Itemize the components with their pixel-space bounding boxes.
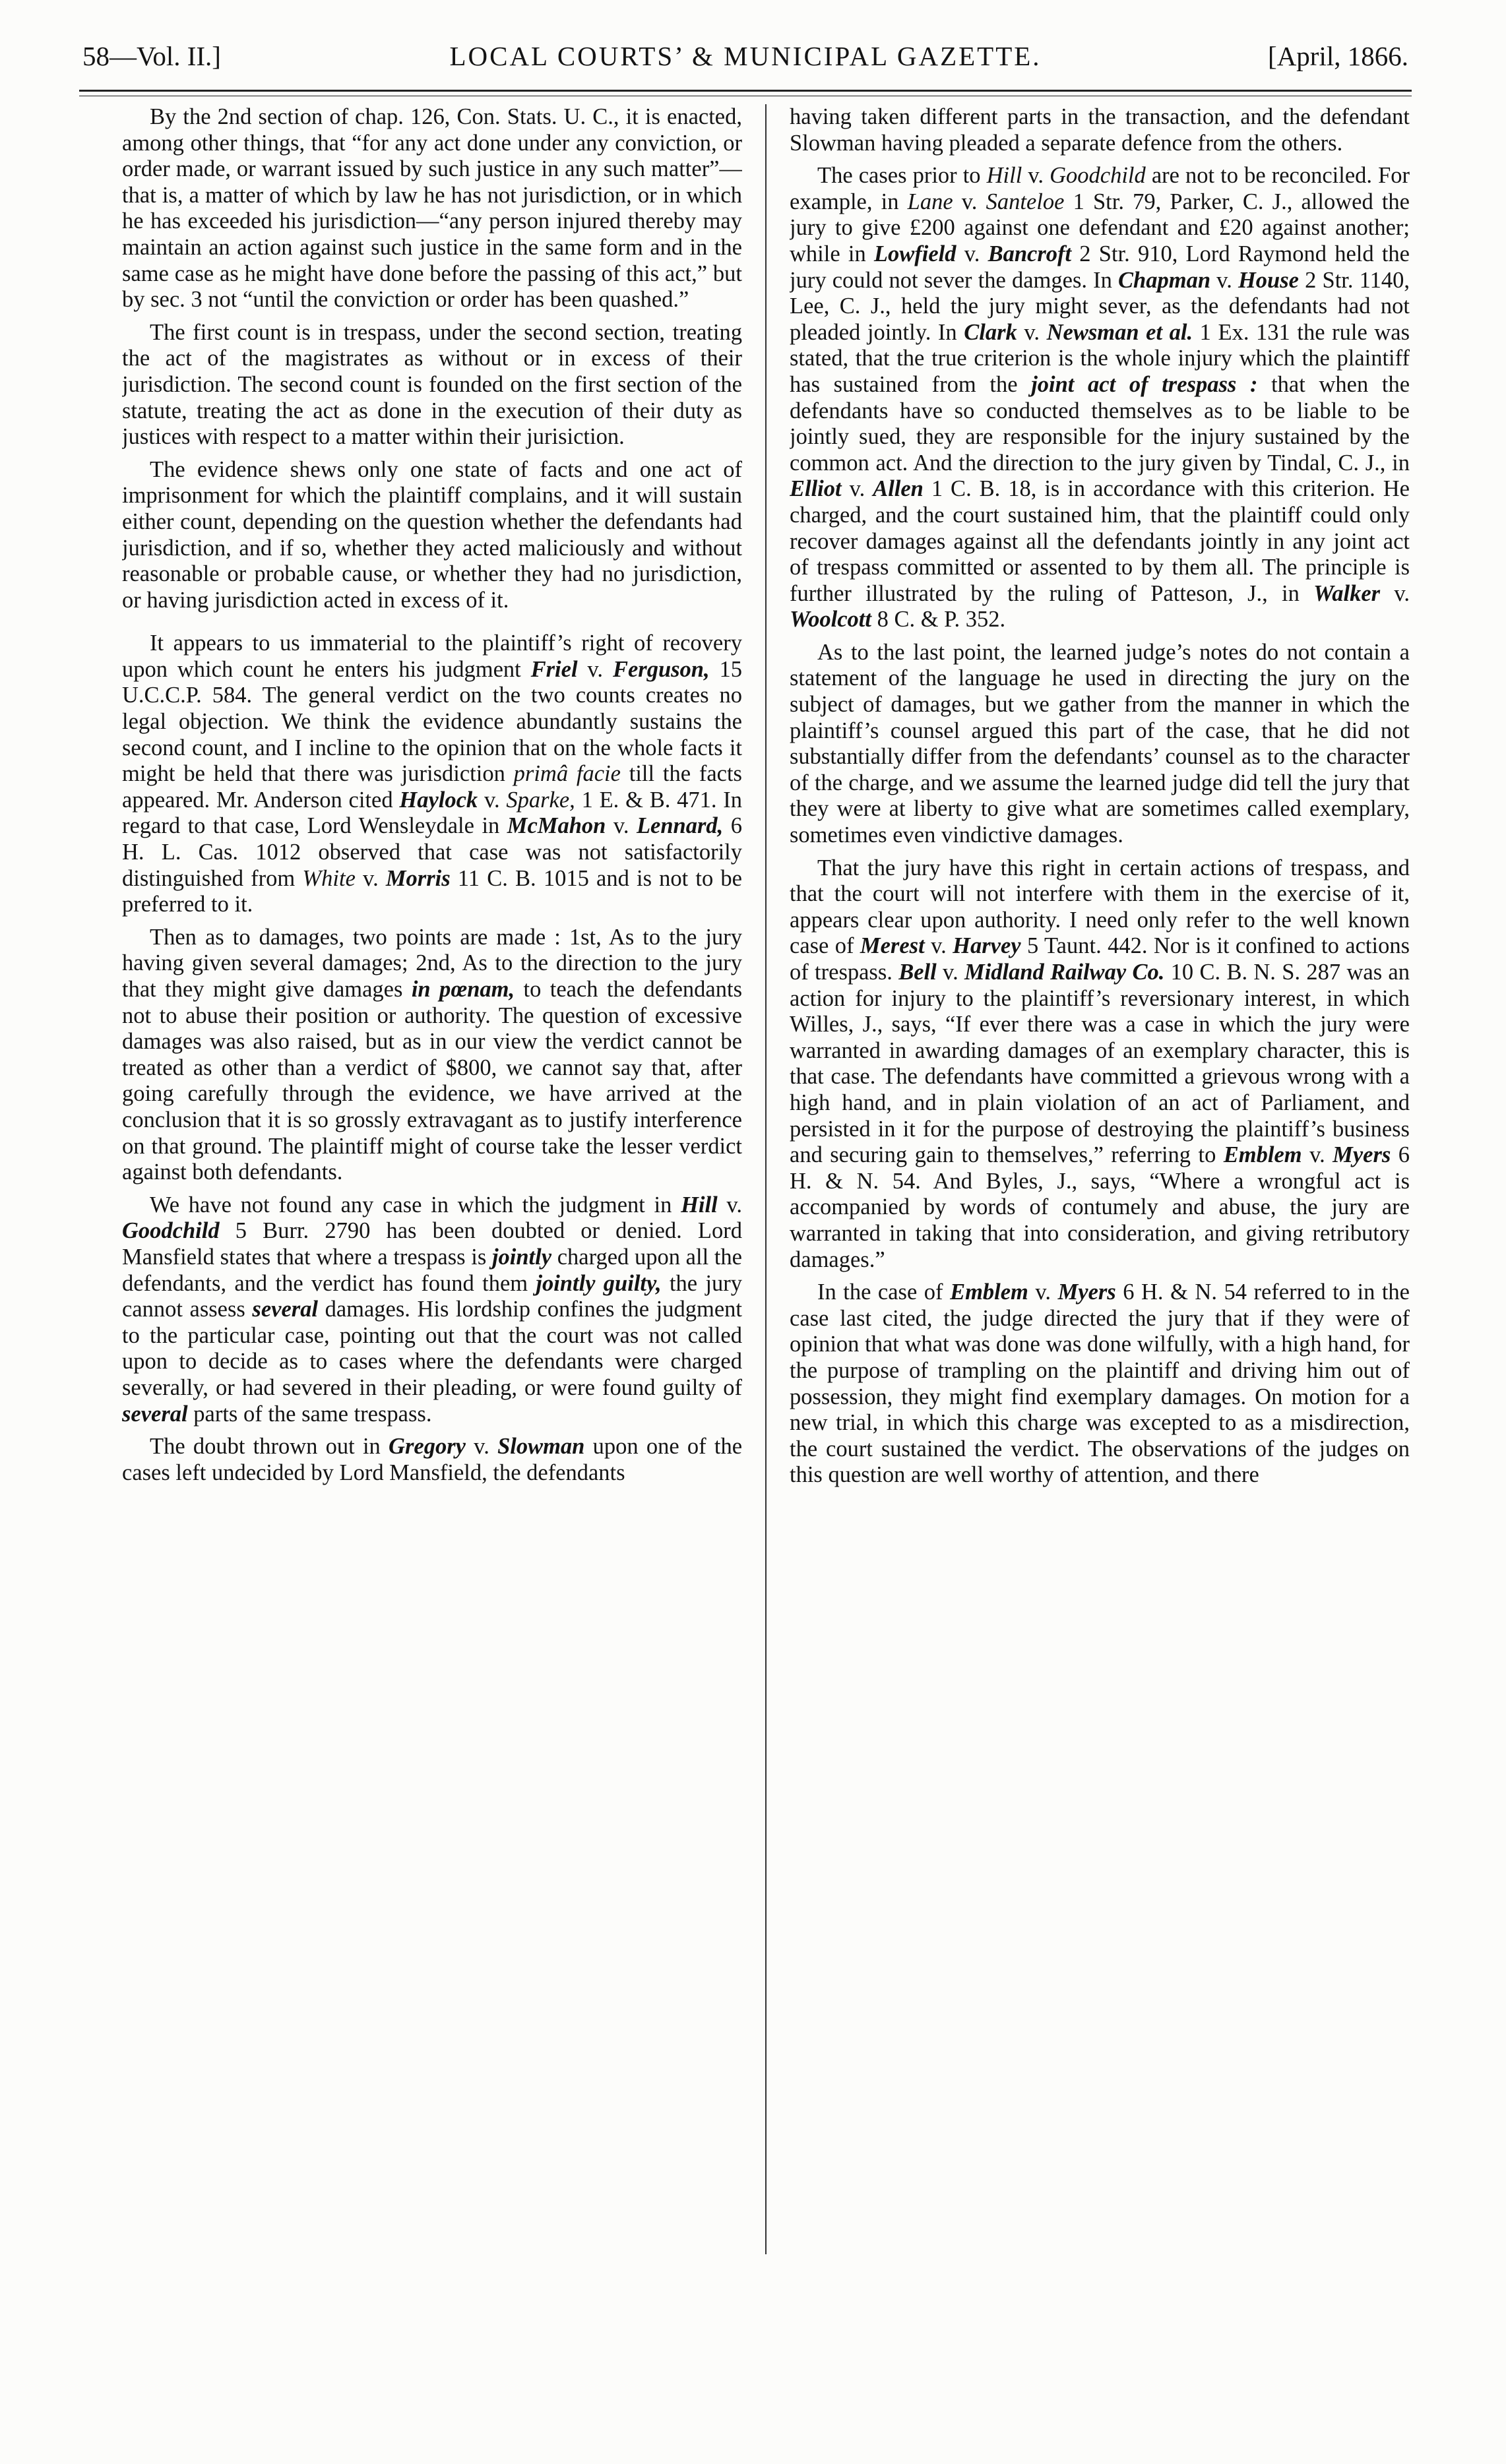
text-run: v.: [1022, 163, 1050, 189]
case-name: Gregory: [389, 1434, 466, 1460]
text-run: 2 Str. 910, Lord Raymond held the jury could not sever the damges. In: [790, 241, 1410, 293]
text-run: that when the defendants have so conducted themselves as to be liable to be jointly sued, they are responsible for the injury sustained by the common act. And the direction to the jury given by Tindal, C. J., in: [790, 371, 1410, 476]
text-run: The cases prior to: [817, 163, 987, 189]
case-name: several: [122, 1401, 188, 1427]
case-name: Haylock: [399, 787, 478, 813]
case-name: jointly guilty,: [536, 1270, 662, 1296]
case-name: Chapman: [1118, 267, 1211, 293]
text-run: v.: [478, 787, 507, 813]
case-name: Woolcott: [790, 607, 871, 632]
issue-date: [April, 1866.: [1268, 41, 1408, 71]
case-name: jointly: [491, 1244, 552, 1270]
case-name: Merest: [860, 933, 925, 959]
text-run: upon one of the cases left undecided by Lord Mansfield, the defendants: [122, 1434, 742, 1485]
text-run: It appears to us immaterial to the plaintiff’s right of recovery upon which count he enters his judgment: [122, 631, 742, 682]
text-run: v.: [1210, 267, 1238, 293]
column-divider: [765, 104, 767, 2254]
text-run: 2 Str. 1140, Lee, C. J., held the jury might sever, as the defendants had not pleaded jointly. In: [790, 267, 1410, 345]
paragraph: As to the last point, the learned judge’s notes do not contain a statement of the language he used in directing the jury on the subject of damages, but we gather from the manner in which the plaintiff’s counsel argued this part of the case, that he did not substantially differ from the defendants’ counsel as to the character of the charge, and we assume the learned judge did tell the jury that they were at liberty to give what are sometimes called exemplary, sometimes even vindictive damages.: [790, 639, 1410, 848]
case-name: Emblem: [950, 1279, 1028, 1305]
case-name: Walker: [1313, 580, 1381, 606]
text-run: v.: [841, 476, 873, 502]
text-run: 10 C. B. N. S. 287 was an action for injury to the plaintiff’s reversionary interest, in which Willes, J., says, “If ever there was a case in which the jury were warranted in awarding damages of an exemplary character, this is that case. The defendants have committed a grievous wrong with a high hand, and in plain violation of an act of Parliament, and persisted in it for the purpose of destroying the plaintiff’s business and securing gain to themselves,” referring to: [790, 960, 1410, 1168]
case-name: Newsman et al.: [1046, 319, 1193, 345]
left-text-column: [122, 104, 742, 2254]
case-name: Morris: [385, 865, 451, 891]
text-run: the jury cannot assess: [122, 1270, 742, 1322]
case-name: several: [252, 1297, 319, 1322]
text-run: 6 H. L. Cas. 1012 observed that case was not satisfactorily distinguished from: [122, 813, 742, 891]
case-name: Ferguson,: [612, 656, 710, 682]
case-name: joint act of trespass :: [1031, 371, 1258, 397]
case-name: Clark: [964, 319, 1017, 345]
paragraph: [790, 1279, 1410, 1489]
paragraph: [122, 925, 742, 1186]
case-name: Santeloe: [986, 189, 1065, 214]
paragraph: having taken different parts in the transaction, and the defendant Slowman having pleaded a separate defence from the others.: [790, 104, 1410, 156]
text-run: v.: [606, 813, 637, 839]
text-run: v.: [1028, 1279, 1058, 1305]
text-run: v.: [953, 189, 986, 214]
text-run: 1 C. B. 18, is in accordance with this criterion. He charged, and the court sustained him, that the plaintiff could only recover damages against all the defendants jointly in any joint act of trespass committed or assented to by them all. The principle is further illustrated by the ruling of Patteson, J., in: [790, 476, 1410, 606]
case-name: Goodchild: [122, 1218, 220, 1244]
case-name: Lowfield: [873, 241, 957, 266]
text-run: parts of the same trespass.: [187, 1401, 432, 1427]
text-run: to teach the defendants not to abuse their position or authority. The question of excessive damages was also raised, but as in our view the verdict cannot be treated as other than a verdict of $800, we cannot say that, after going carefully through the evidence, we have arrived at the conclusion that it is so grossly extravagant as to justify interference on that ground. The plaintiff might of course take the lesser verdict against both defendants.: [122, 977, 742, 1185]
right-text-column: [790, 104, 1410, 2254]
case-name: Myers: [1333, 1142, 1391, 1168]
text-run: 1 E. & B. 471. In regard to that case, Lord Wensleydale in: [122, 787, 742, 839]
paragraph: [122, 631, 742, 918]
case-name: in pœnam,: [411, 977, 515, 1002]
paragraph: The first count is in trespass, under the second section, treating the act of the magistrates as without or in excess of their jurisdiction. The second count is founded on the first section of the statute, treating the act as done in the execution of their duty as justices with respect to a matter within their jurisiction.: [122, 319, 742, 450]
text-run: 8 C. & P. 352.: [871, 607, 1006, 632]
text-run: till the facts appeared. Mr. Anderson cited: [122, 761, 742, 813]
case-name: Lennard,: [636, 813, 724, 839]
text-run: 11 C. B. 1015 and is not to be preferred to it.: [122, 865, 742, 917]
text-run: Then as to damages, two points are made : 1st, As to the jury having given several damages; 2nd, As to the direction to the jury that they might give damages: [122, 924, 742, 1002]
case-name: Hill: [986, 163, 1022, 189]
paragraph: [122, 1434, 742, 1486]
paragraph: [790, 163, 1410, 633]
text-run: v.: [1380, 580, 1410, 606]
paragraph: The evidence shews only one state of facts and one act of imprisonment for which the plaintiff complains, and it will sustain either count, depending on the question whether the defendants had jurisdiction, and if so, whether they acted maliciously and without reasonable or probable cause, or whether they had no jurisdiction, or having jurisdiction acted in excess of it.: [122, 456, 742, 613]
text-run: v.: [717, 1192, 742, 1217]
text-run: In the case of: [817, 1279, 951, 1305]
text-run: That the jury have this right in certain actions of trespass, and that the court will not interfere with them in the exercise of it, appears clear upon authority. I need only refer to the well known case of: [790, 855, 1410, 959]
volume-page-number: 58—Vol. II.]: [82, 41, 221, 71]
text-run: We have not found any case in which the judgment in: [150, 1192, 681, 1217]
text-run: 6 H. & N. 54. And Byles, J., says, “Where a wrongful act is accompanied by words of contumely and abuse, the jury are warranted in taking that into consideration, and giving retributory damages.”: [790, 1142, 1410, 1272]
case-name: Midland Railway Co.: [964, 960, 1165, 985]
case-name: Elliot: [790, 476, 842, 502]
text-run: v.: [465, 1434, 498, 1460]
text-run: 6 H. & N. 54 referred to in the case last cited, the judge directed the jury that if they were of opinion that what was done was done wilfully, with a high hand, for the purpose of trampling on the plaintiff and driving him out of possession, they might find exemplary damages. On motion for a new trial, in which this charge was excepted to as a misdirection, the court sustained the verdict. The observations of the judges on this question are well worthy of attention, and there: [790, 1279, 1410, 1488]
case-name: Sparke,: [506, 787, 575, 813]
case-name: Harvey: [953, 933, 1021, 959]
text-run: 15 U.C.C.P. 584. The general verdict on the two counts creates no legal objection. We think the evidence abundantly sustains the second count, and I incline to the opinion that on the whole facts it might be held that there was jurisdiction: [122, 656, 742, 787]
case-name: Allen: [873, 476, 924, 502]
publication-title: LOCAL COURTS’ & MUNICIPAL GAZETTE.: [449, 41, 1042, 71]
text-run: v.: [956, 241, 988, 266]
paragraph: [122, 1192, 742, 1427]
text-run: v.: [577, 656, 613, 682]
case-name: White: [302, 865, 356, 891]
text-run: 1 Ex. 131 the rule was stated, that the true criterion is the whole injury which the plaintiff has sustained from the: [790, 319, 1410, 397]
text-run: 1 Str. 79, Parker, C. J., allowed the jury to give £200 against one defendant and £20 against another; while in: [790, 189, 1410, 266]
case-name: House: [1238, 267, 1299, 293]
text-run: v.: [1017, 319, 1047, 345]
case-name: Goodchild: [1050, 163, 1146, 189]
text-run: damages. His lordship confines the judgment to the particular case, pointing out that the court was not called upon to decide as to cases where the defendants were charged severally, or had severed in their pleading, or were found guilty of: [122, 1297, 742, 1400]
running-header: [82, 33, 1408, 79]
case-name: Myers: [1057, 1279, 1116, 1305]
case-name: Bell: [898, 960, 937, 985]
paragraph: [790, 855, 1410, 1274]
case-name: Lane: [907, 189, 953, 214]
case-name: Slowman: [497, 1434, 585, 1460]
case-name: primâ facie: [513, 761, 621, 787]
case-name: Emblem: [1223, 1142, 1302, 1168]
text-run: 5 Burr. 2790 has been doubted or denied. Lord Mansfield states that where a trespass is: [122, 1218, 742, 1270]
case-name: Friel: [530, 656, 578, 682]
case-name: Bancroft: [988, 241, 1072, 266]
text-run: v.: [355, 865, 386, 891]
text-run: 5 Taunt. 442. Nor is it confined to actions of trespass.: [790, 933, 1410, 985]
paragraph: By the 2nd section of chap. 126, Con. Stats. U. C., it is enacted, among other things, that “for any act done under any conviction, or order made, or warrant issued by such justice in any such matter”—that is, a matter of which by law he has not jurisdiction, or in which he has exceeded his jurisdiction—“any person injured thereby may maintain an action against such justice in the same form and in the same case as he might have done before the passing of this act,” but by sec. 3 not “until the conviction or order has been quashed.”: [122, 104, 742, 313]
text-run: v.: [936, 960, 965, 985]
case-name: Hill: [681, 1192, 718, 1217]
text-run: are not to be reconciled. For example, in: [790, 163, 1410, 214]
text-run: v.: [924, 933, 953, 959]
case-name: McMahon: [507, 813, 606, 839]
text-run: charged upon all the defendants, and the verdict has found them: [122, 1244, 742, 1296]
header-rule-thick: [79, 90, 1412, 92]
text-run: The doubt thrown out in: [150, 1434, 389, 1460]
text-run: v.: [1302, 1142, 1333, 1168]
